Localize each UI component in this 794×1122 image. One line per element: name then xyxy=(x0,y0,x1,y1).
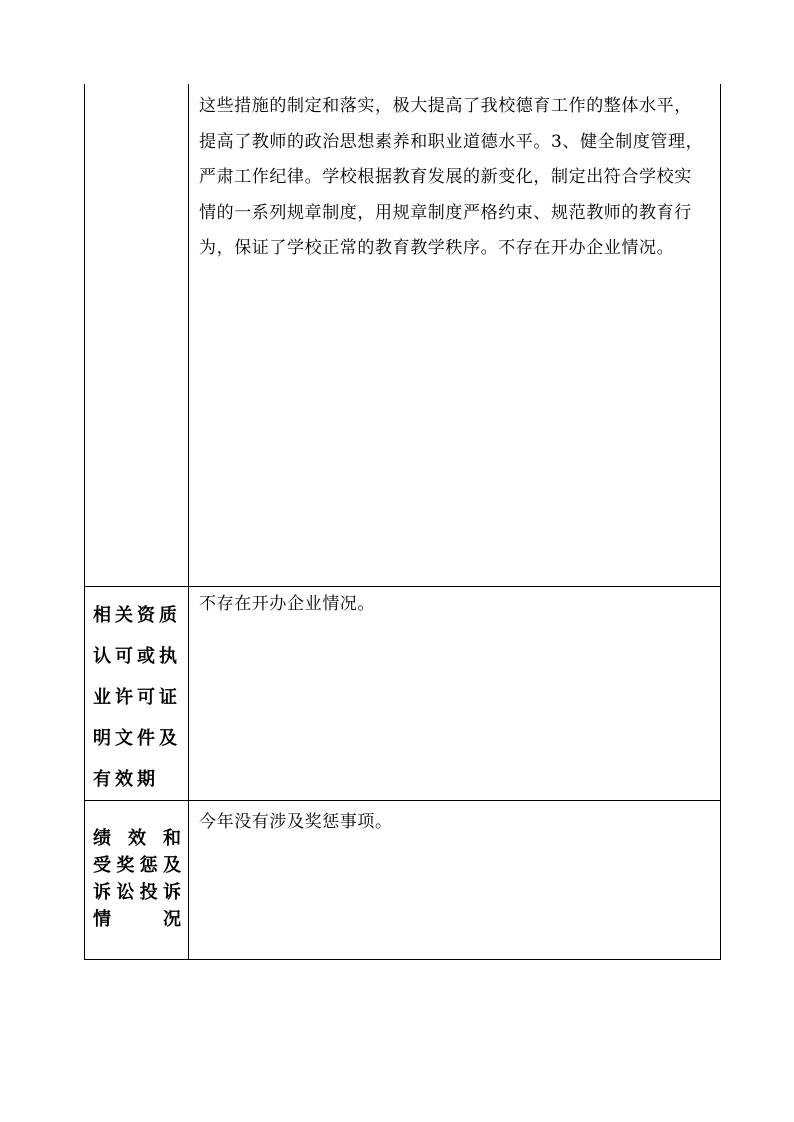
label-line: 明文件及 xyxy=(93,728,181,749)
label-char: 效 xyxy=(128,828,146,849)
label-char: 受 xyxy=(93,855,111,876)
paragraph-line: 为，保证了学校正常的教育教学秩序。不存在开办企业情况。 xyxy=(199,238,675,259)
label-cell-qualification xyxy=(85,587,189,801)
label-line: 业许可证 xyxy=(93,687,181,708)
label-char: 和 xyxy=(163,828,181,849)
label-line xyxy=(93,825,181,852)
label-char: 投 xyxy=(139,882,158,903)
label-line xyxy=(93,852,181,879)
label-line xyxy=(93,879,181,906)
content-cell-qualification xyxy=(189,587,721,801)
document-table xyxy=(84,84,721,960)
label-cell-empty xyxy=(85,84,189,587)
label-char: 奖 xyxy=(116,855,135,876)
label-cell-performance xyxy=(85,801,189,960)
label-char: 惩 xyxy=(139,855,158,876)
label-line: 认可或执 xyxy=(93,646,181,667)
paragraph-line: 严肃工作纪律。学校根据教育发展的新变化，制定出符合学校实 xyxy=(199,167,692,188)
paragraph-line: 这些措施的制定和落实，极大提高了我校德育工作的整体水平， xyxy=(199,96,692,116)
table-row-continued-text xyxy=(85,84,721,587)
label-line xyxy=(93,906,181,933)
qualification-label xyxy=(85,587,188,800)
label-char: 情 xyxy=(93,909,111,930)
paragraph-line: 提高了教师的政治思想素养和职业道德水平。3、健全制度管理， xyxy=(199,131,704,152)
table-row-qualification xyxy=(85,587,721,801)
label-char: 诉 xyxy=(93,882,111,903)
continued-paragraph xyxy=(189,84,720,267)
performance-label xyxy=(85,801,188,933)
content-cell-performance xyxy=(189,801,721,960)
content-cell-continued xyxy=(189,84,721,587)
performance-content: 今年没有涉及奖惩事项。 xyxy=(199,812,393,832)
table-row-performance xyxy=(85,801,721,960)
label-line: 有效期 xyxy=(93,769,159,790)
label-char: 诉 xyxy=(162,882,181,903)
qualification-content: 不存在开办企业情况。 xyxy=(199,594,375,614)
label-char: 况 xyxy=(163,909,181,930)
label-char: 绩 xyxy=(93,828,111,849)
label-line: 相关资质 xyxy=(93,605,181,626)
paragraph-line: 情的一系列规章制度，用规章制度严格约束、规范教师的教育行 xyxy=(199,202,692,223)
label-char: 讼 xyxy=(116,882,135,903)
label-char: 及 xyxy=(162,855,181,876)
